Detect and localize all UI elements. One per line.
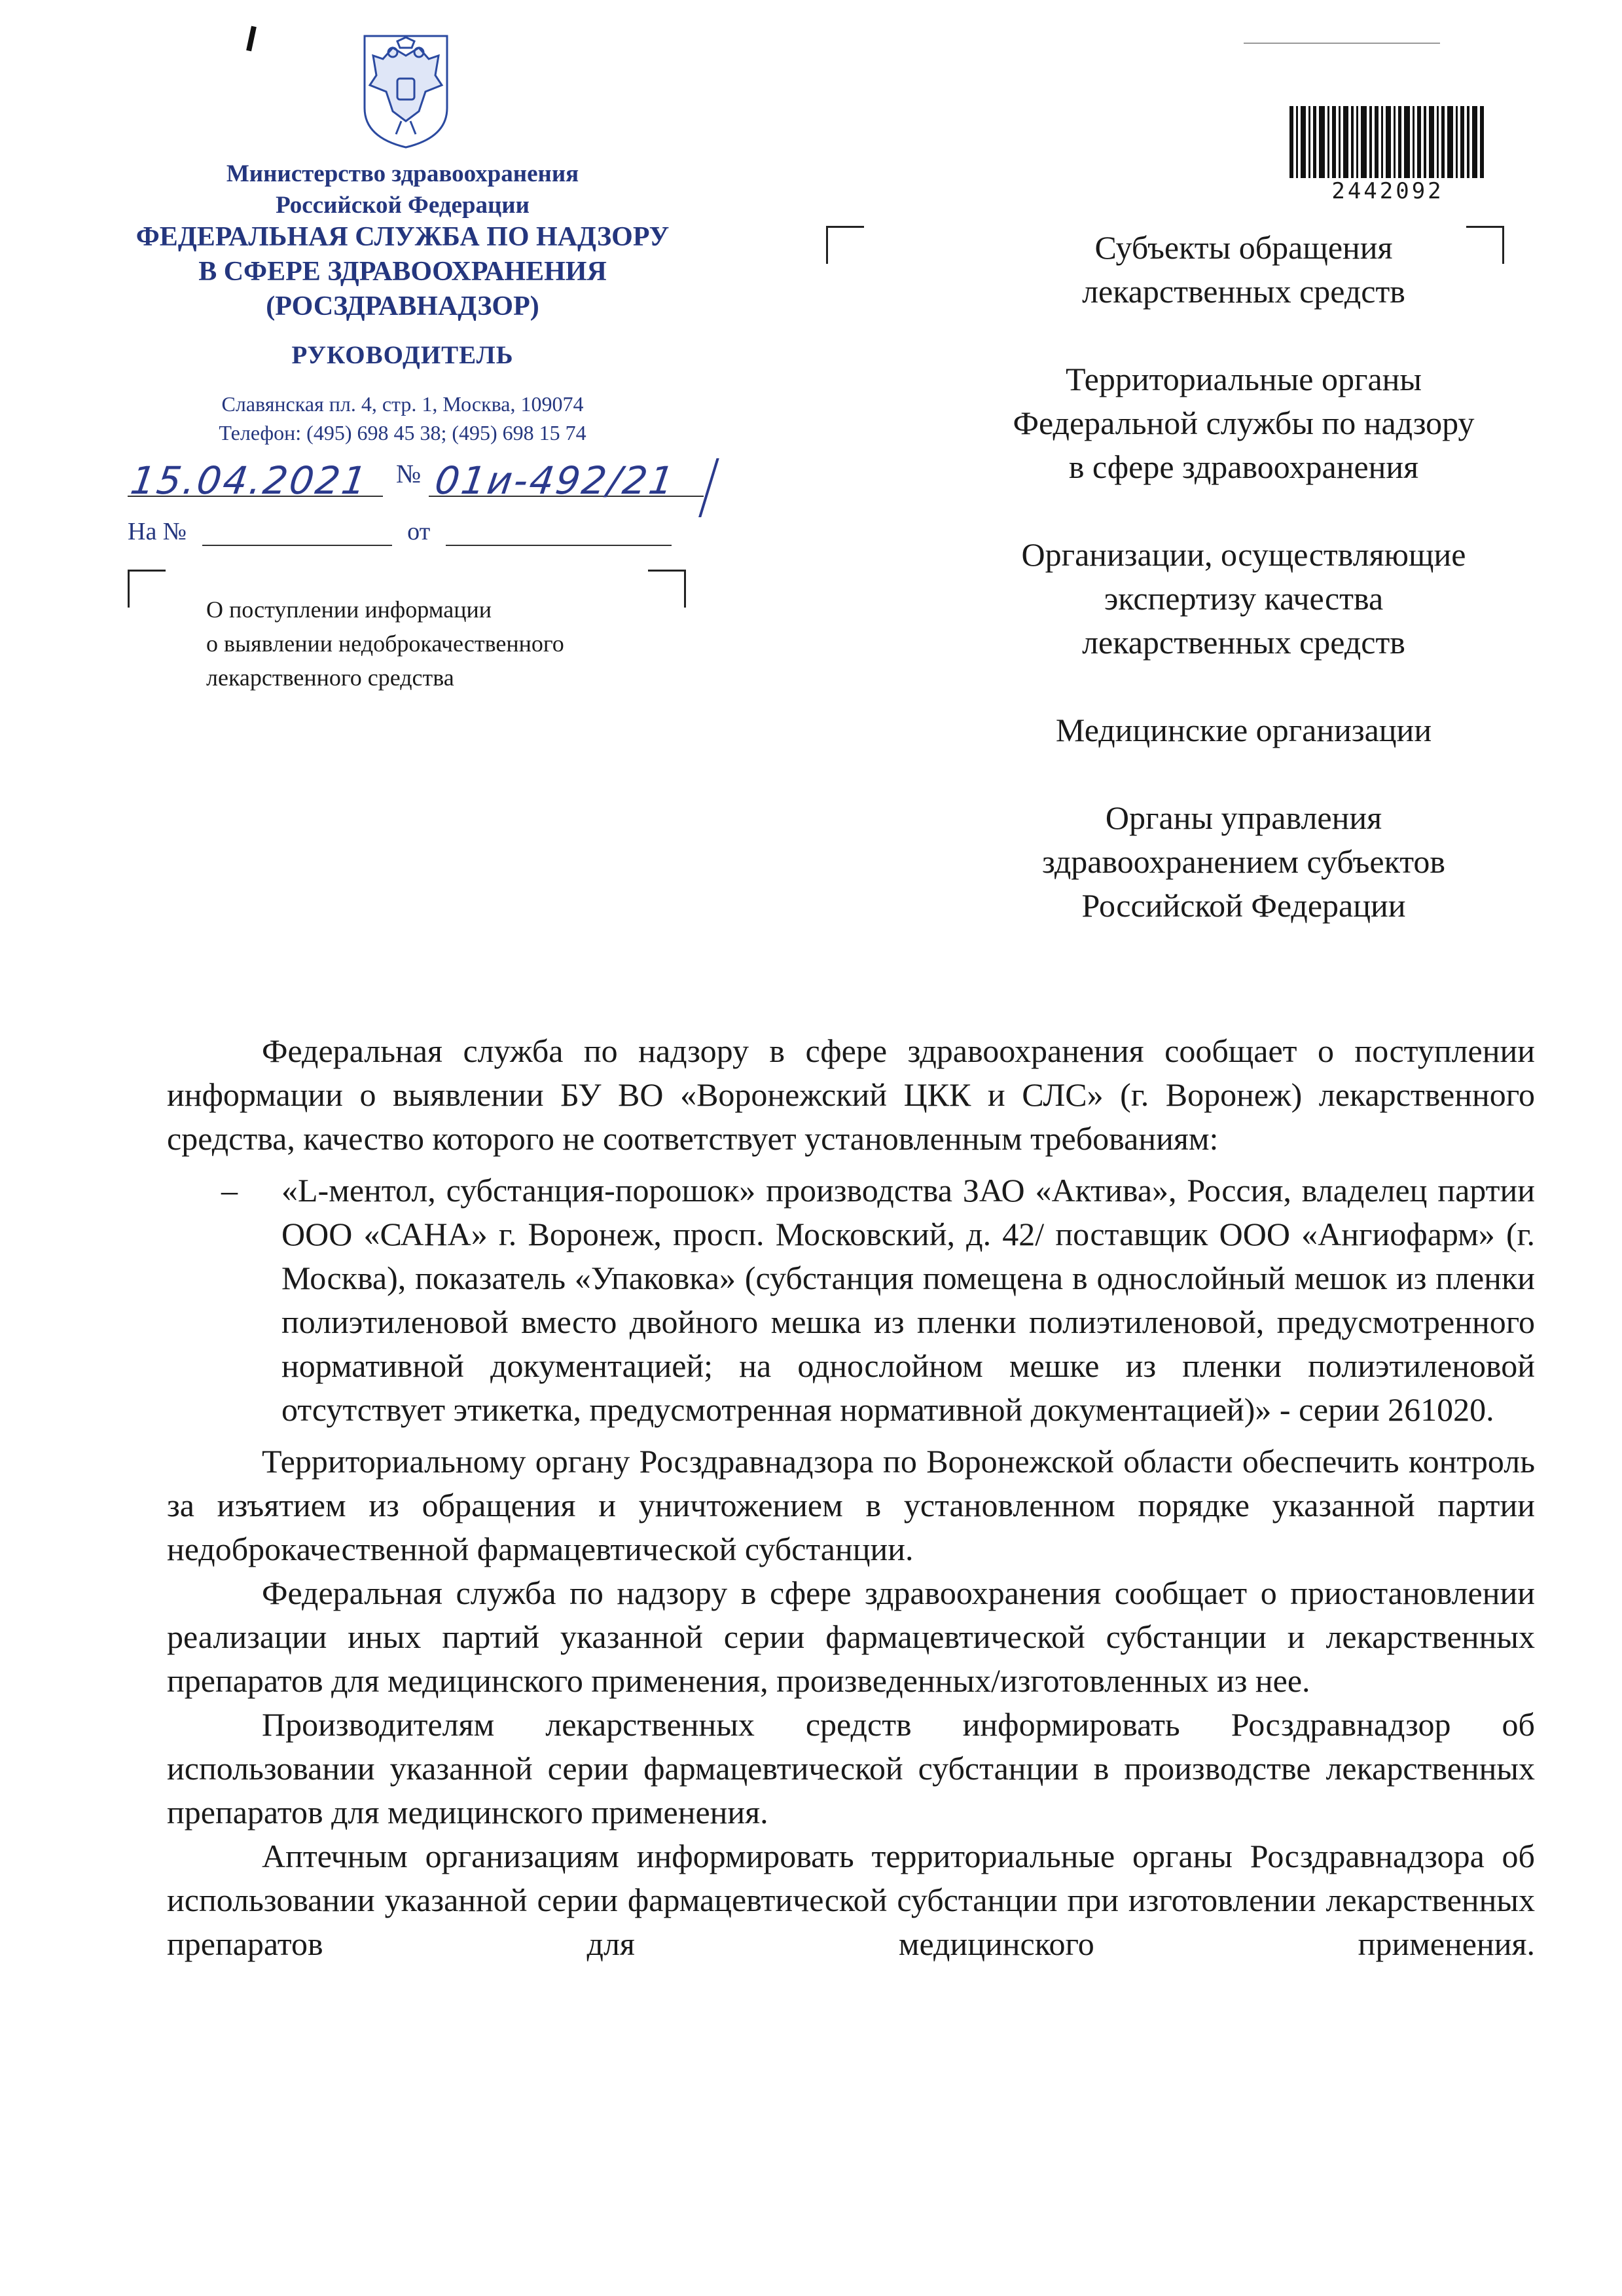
subject-line: О поступлении информации: [206, 596, 492, 623]
addressee: [929, 226, 1558, 314]
registration-date: 15.04.2021: [128, 458, 371, 503]
subject-line: о выявлении недоброкачественного: [206, 630, 564, 657]
scan-mark: [246, 26, 257, 52]
body-paragraph: Федеральная служба по надзору в сфере здравоохранения сообщает о поступлении информации о выявлении БУ ВО «Воронежский ЦКК и СЛС» (г. Воронеж) лекарственного средства, качество которого не соответствует установленным требованиям:: [167, 1032, 1535, 1157]
registration-number: 01и-492/21: [432, 458, 679, 503]
contact-block: [98, 390, 707, 447]
ref-date-blank: [446, 520, 672, 546]
ref-from-label: от: [407, 518, 431, 545]
addressee-line: Субъекты обращения: [1094, 229, 1393, 266]
addressee-line: Территориальные органы: [1065, 361, 1422, 397]
addressee: [929, 357, 1558, 489]
ministry-line: Министерство здравоохранения: [226, 160, 579, 187]
ref-label: На №: [128, 518, 187, 545]
body-paragraph: Федеральная служба по надзору в сфере здравоохранения сообщает о приостановлении реализации иных партий указанной серии фармацевтической субстанции и лекарственных препаратов для медицинского применения, произведенных/изготовленных из нее.: [167, 1575, 1535, 1699]
subject-line: лекарственного средства: [206, 665, 454, 691]
addressee-line: лекарственных средств: [1082, 624, 1405, 661]
ministry-name: [98, 158, 707, 221]
number-sign: №: [396, 459, 422, 488]
subject-bracket-right: [648, 570, 686, 608]
barcode-number: 2442092: [1331, 178, 1444, 204]
body-paragraph: Производителям лекарственных средств информировать Росздравнадзор об использовании указанной серии фармацевтической субстанции в производстве лекарственных препаратов для медицинского применения.: [167, 1706, 1535, 1831]
service-line: ФЕДЕРАЛЬНАЯ СЛУЖБА ПО НАДЗОРУ: [135, 222, 670, 252]
subject: [206, 592, 564, 695]
reference-line: [128, 517, 672, 546]
addressee-bracket-left: [826, 226, 864, 264]
addressee: [929, 796, 1558, 928]
addressee-line: Организации, осуществляющие: [1021, 536, 1466, 573]
phone: Телефон: (495) 698 45 38; (495) 698 15 74: [219, 421, 586, 445]
addressee-line: в сфере здравоохранения: [1068, 448, 1419, 485]
body-paragraph: Аптечным организациям информировать территориальные органы Росздравнадзора об использовании указанной серии фармацевтической субстанции при изготовлении лекарственных препаратов для медицинского применения.: [167, 1838, 1535, 1962]
address: Славянская пл. 4, стр. 1, Москва, 109074: [221, 392, 584, 416]
coat-of-arms-icon: [357, 29, 455, 151]
addressee-line: Российской Федерации: [1081, 887, 1406, 924]
service-line: В СФЕРЕ ЗДРАВООХРАНЕНИЯ: [198, 257, 607, 287]
service-line: (РОСЗДРАВНАДЗОР): [266, 291, 539, 321]
addressee-line: Медицинские организации: [1055, 712, 1432, 748]
addressee-line: экспертизу качества: [1104, 580, 1384, 617]
letter-body: [167, 1029, 1535, 1966]
addressee: [929, 533, 1558, 665]
ministry-line: Российской Федерации: [276, 192, 530, 219]
bullet-item: [167, 1169, 1535, 1432]
addressee-block: [929, 226, 1558, 972]
head-title: РУКОВОДИТЕЛЬ: [291, 341, 514, 369]
addressee-line: здравоохранением субъектов: [1041, 843, 1446, 880]
service-name: [98, 220, 707, 324]
subject-bracket-left: [128, 570, 166, 608]
bullet-text: «L-ментол, субстанция-порошок» производства ЗАО «Актива», Россия, владелец партии ООО «САНА» г. Воронеж, просп. Московский, д. 42/ поставщик ООО «Ангиофарм» (г. Москва), показатель «Упаковка» (субстанция помещена в однослойный мешок из пленки полиэтиленовой вместо двойного мешка из пленки полиэтиленовой, предусмотренного нормативной документацией; на однослойном мешке из пленки полиэтиленовой отсутствует этикетка, предусмотренная нормативной документацией)» - серии 261020.: [281, 1172, 1535, 1428]
addressee-line: Федеральной службы по надзору: [1013, 405, 1475, 441]
top-rule: [1244, 43, 1440, 44]
ref-number-blank: [202, 520, 392, 546]
bullet-dash: –: [221, 1172, 238, 1209]
addressee-line: лекарственных средств: [1082, 273, 1405, 310]
barcode: [1289, 106, 1486, 178]
body-paragraph: Территориальному органу Росздравнадзора по Воронежской области обеспечить контроль за изъятием из обращения и уничтожением в установленном порядке указанной партии недоброкачественной фармацевтической субстанции.: [167, 1443, 1535, 1567]
addressee-line: Органы управления: [1105, 799, 1382, 836]
addressee: [929, 708, 1558, 752]
